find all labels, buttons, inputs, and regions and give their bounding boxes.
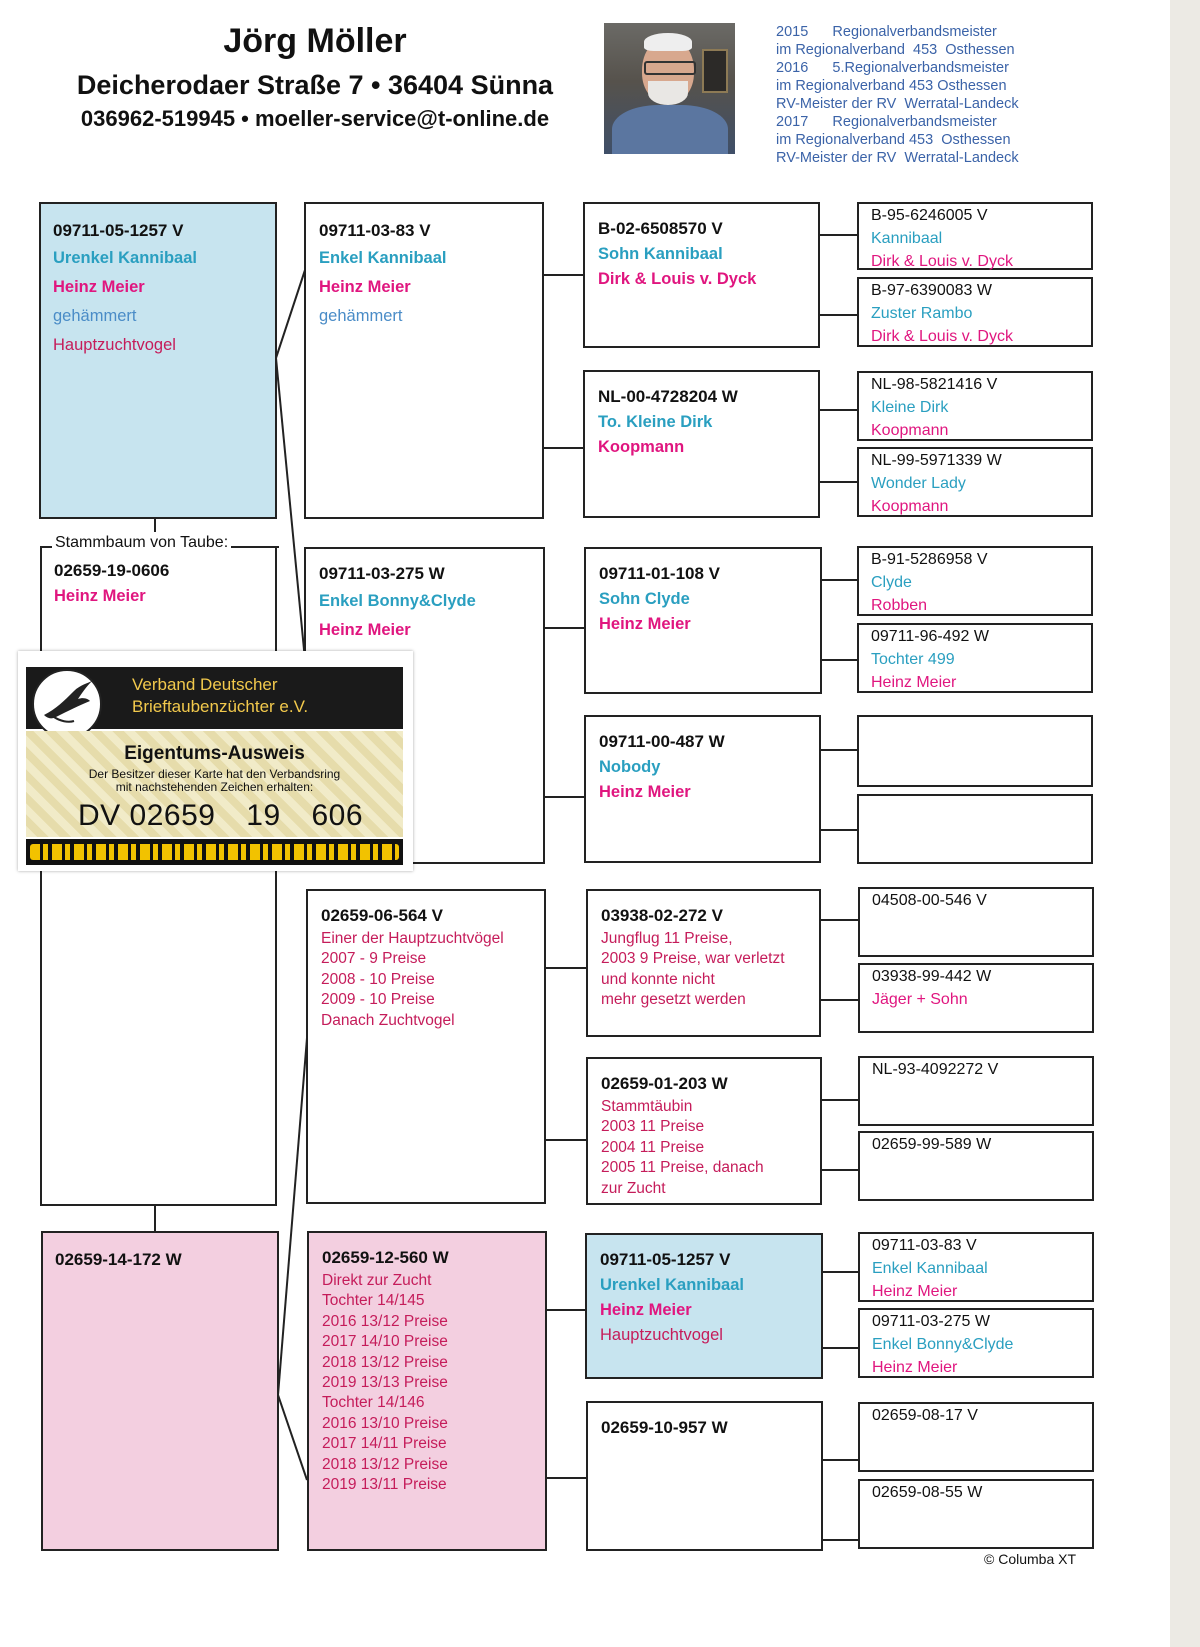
sire-breeder: Heinz Meier	[53, 278, 145, 296]
gen4-box-16[interactable]	[858, 1479, 1094, 1549]
award-line: im Regionalverband 453 Osthessen	[776, 42, 1015, 58]
gen4-box-14[interactable]	[858, 1308, 1094, 1378]
owner-name: Jörg Möller	[223, 22, 407, 60]
card-association-line: Verband Deutscher	[132, 675, 278, 694]
gen3-box-d[interactable]	[584, 715, 821, 863]
sire-box[interactable]	[39, 202, 277, 519]
gen3-b-ring: NL-00-4728204 W	[598, 387, 738, 406]
gen3-g-name: Urenkel Kannibaal	[600, 1276, 744, 1294]
gen3-box-e[interactable]	[586, 889, 821, 1037]
pedigree-label: Stammbaum von Taube:	[52, 534, 231, 552]
subject-box[interactable]	[40, 546, 277, 1206]
gen3-h-ring: 02659-10-957 W	[601, 1418, 728, 1437]
gen4-box-13[interactable]	[858, 1232, 1094, 1302]
dd-detail: Tochter 14/146	[322, 1394, 425, 1412]
gen4-12-ring: 02659-99-589 W	[872, 1136, 992, 1153]
gen3-e-detail: Jungflug 11 Preise,	[601, 930, 733, 947]
gen4-5-breeder: Robben	[871, 597, 928, 614]
ds-ring: 02659-06-564 V	[321, 906, 443, 925]
ss-ring: 09711-03-83 V	[319, 221, 431, 240]
gen3-g-breeder: Heinz Meier	[600, 1301, 692, 1319]
photo-beard	[648, 81, 688, 105]
gen3-f-detail: 2004 11 Preise	[601, 1138, 705, 1156]
dd-detail: 2016 13/12 Preise	[322, 1312, 448, 1330]
card-pattern	[30, 844, 399, 860]
card-association-line: Brieftaubenzüchter e.V.	[132, 697, 309, 716]
gen4-3-ring: NL-98-5821416 V	[871, 376, 998, 393]
ds-detail: Einer der Hauptzuchtvögel	[321, 930, 504, 947]
subject-ring: 02659-19-0606	[54, 561, 170, 580]
ss-note: gehämmert	[319, 307, 403, 325]
gen3-g-ring: 09711-05-1257 V	[600, 1250, 731, 1269]
ds-detail: 2009 - 10 Preise	[321, 991, 435, 1009]
gen3-box-b[interactable]	[583, 370, 820, 518]
gen4-box-2[interactable]	[857, 277, 1093, 347]
ds-detail: 2007 - 9 Preise	[321, 950, 427, 968]
gen3-c-breeder: Heinz Meier	[599, 615, 691, 633]
card-text-line: mit nachstehenden Zeichen erhalten:	[115, 780, 314, 794]
card-association	[132, 674, 308, 718]
gen3-d-breeder: Heinz Meier	[599, 783, 691, 801]
dd-detail: Tochter 14/145	[322, 1292, 425, 1310]
grandsire-ss-box[interactable]	[304, 202, 544, 519]
card-title: Eigentums-Ausweis	[124, 743, 305, 764]
ownership-card	[18, 651, 413, 871]
grandsire-ds-box[interactable]	[306, 889, 546, 1204]
sire-note: gehämmert	[53, 307, 137, 325]
owner-photo	[604, 23, 735, 154]
card-body	[26, 731, 403, 837]
awards-list	[776, 23, 1076, 167]
gen4-14-name: Enkel Bonny&Clyde	[872, 1336, 1014, 1353]
gen4-9-ring: 04508-00-546 V	[872, 892, 987, 909]
gen3-b-breeder: Koopmann	[598, 438, 685, 456]
gen3-f-detail: Stammtäubin	[601, 1098, 693, 1115]
ss-breeder: Heinz Meier	[319, 278, 411, 296]
photo-shirt	[612, 105, 728, 154]
gen3-box-h[interactable]	[586, 1401, 823, 1551]
gen3-a-name: Sohn Kannibaal	[598, 245, 723, 263]
dd-detail: 2016 13/10 Preise	[322, 1414, 448, 1432]
dam-box[interactable]	[41, 1231, 279, 1551]
gen4-3-name: Kleine Dirk	[871, 399, 949, 416]
gen4-box-15[interactable]	[858, 1402, 1094, 1472]
dd-detail: 2018 13/12 Preise	[322, 1353, 448, 1371]
gen3-e-ring: 03938-02-272 V	[601, 906, 723, 925]
dam-ring: 02659-14-172 W	[55, 1250, 182, 1269]
gen4-6-breeder: Heinz Meier	[871, 674, 957, 691]
copyright: © Columba XT	[984, 1551, 1077, 1567]
gen3-f-detail: 2005 11 Preise, danach	[601, 1159, 764, 1177]
gen4-10-ring: 03938-99-442 W	[872, 968, 992, 985]
gen4-box-9[interactable]	[858, 887, 1094, 957]
card-header	[26, 667, 403, 729]
owner-address: Deicherodaer Straße 7 • 36404 Sünna	[76, 70, 554, 100]
gen3-b-name: To. Kleine Dirk	[598, 413, 713, 431]
gen4-box-4[interactable]	[857, 447, 1093, 517]
gen4-2-breeder: Dirk & Louis v. Dyck	[871, 328, 1013, 345]
gen3-c-ring: 09711-01-108 V	[599, 564, 720, 583]
gen4-5-ring: B-91-5286958 V	[871, 551, 988, 568]
gen3-f-details	[601, 1097, 807, 1199]
sire-status: Hauptzuchtvogel	[53, 336, 176, 354]
gen4-1-name: Kannibaal	[871, 230, 943, 247]
pigeon-icon	[34, 671, 100, 737]
sd-name: Enkel Bonny&Clyde	[319, 592, 476, 610]
gen3-f-detail: zur Zucht	[601, 1179, 666, 1197]
gen4-11-ring: NL-93-4092272 V	[872, 1061, 999, 1078]
dd-detail: Direkt zur Zucht	[322, 1272, 432, 1289]
gen4-6-ring: 09711-96-492 W	[871, 628, 989, 645]
dd-ring: 02659-12-560 W	[322, 1248, 449, 1267]
gen4-box-6[interactable]	[857, 623, 1093, 693]
gen3-f-detail: 2003 11 Preise	[601, 1118, 705, 1136]
gen4-box-7[interactable]	[857, 715, 1093, 787]
sire-ring: 09711-05-1257 V	[53, 221, 184, 240]
gen4-4-ring: NL-99-5971339 W	[871, 452, 1002, 469]
photo-background-frame	[702, 49, 728, 93]
gen4-1-breeder: Dirk & Louis v. Dyck	[871, 253, 1013, 270]
gen4-1-ring: B-95-6246005 V	[871, 207, 988, 224]
gen4-3-breeder: Koopmann	[871, 422, 949, 439]
gen4-16-ring: 02659-08-55 W	[872, 1484, 983, 1501]
sd-breeder: Heinz Meier	[319, 621, 411, 639]
award-line: 2015 Regionalverbandsmeister	[776, 24, 997, 40]
award-line: im Regionalverband 453 Osthessen	[776, 132, 1011, 148]
ds-detail: Danach Zuchtvogel	[321, 1011, 455, 1029]
gen3-f-ring: 02659-01-203 W	[601, 1074, 728, 1093]
dd-detail: 2017 14/10 Preise	[322, 1333, 448, 1351]
ds-detail: 2008 - 10 Preise	[321, 970, 435, 988]
award-line: 2017 Regionalverbandsmeister	[776, 114, 997, 130]
gen3-d-ring: 09711-00-487 W	[599, 732, 725, 751]
gen3-box-a[interactable]	[583, 202, 820, 348]
gen3-g-note: Hauptzuchtvogel	[600, 1326, 723, 1344]
ds-details	[321, 929, 531, 1031]
award-line: im Regionalverband 453 Osthessen	[776, 78, 1007, 94]
card-ring-serial: 606	[311, 799, 364, 832]
dd-detail: 2018 13/12 Preise	[322, 1455, 448, 1473]
gen3-d-name: Nobody	[599, 758, 661, 776]
gen4-box-10[interactable]	[858, 963, 1094, 1033]
award-line: 2016 5.Regionalverbandsmeister	[776, 60, 1009, 76]
gen4-box-1[interactable]	[857, 202, 1093, 270]
gen4-2-ring: B-97-6390083 W	[871, 282, 992, 299]
gen4-box-12[interactable]	[858, 1131, 1094, 1201]
gen3-c-name: Sohn Clyde	[599, 590, 690, 608]
card-pattern-band	[26, 839, 403, 865]
gen4-14-breeder: Heinz Meier	[872, 1359, 958, 1376]
sd-ring: 09711-03-275 W	[319, 564, 445, 583]
photo-hair	[644, 33, 692, 51]
subject-breeder: Heinz Meier	[54, 587, 146, 605]
card-ring-year: 19	[246, 799, 281, 832]
award-line: RV-Meister der RV Werratal-Landeck	[776, 150, 1019, 166]
gen4-14-ring: 09711-03-275 W	[872, 1313, 990, 1330]
gen3-box-c[interactable]	[584, 547, 822, 694]
pigeon-logo-icon	[32, 669, 102, 739]
gen4-4-breeder: Koopmann	[871, 498, 949, 515]
dd-detail: 2019 13/11 Preise	[322, 1476, 447, 1494]
dd-detail: 2017 14/11 Preise	[322, 1435, 447, 1453]
owner-contact: 036962-519945 • moeller-service@t-online.de	[80, 106, 550, 131]
award-line: RV-Meister der RV Werratal-Landeck	[776, 96, 1019, 112]
gen4-6-name: Tochter 499	[871, 651, 955, 668]
gen3-e-detail: und konnte nicht	[601, 970, 715, 988]
ss-name: Enkel Kannibaal	[319, 249, 447, 267]
card-text	[26, 768, 403, 794]
card-text-line: Der Besitzer dieser Karte hat den Verbandsring	[88, 767, 341, 781]
gen4-box-5[interactable]	[857, 546, 1093, 616]
gen3-a-ring: B-02-6508570 V	[598, 219, 723, 238]
gen4-10-breeder: Jäger + Sohn	[872, 991, 968, 1008]
gen4-box-8[interactable]	[857, 794, 1093, 864]
dd-detail: 2019 13/13 Preise	[322, 1374, 448, 1392]
gen3-e-detail: 2003 9 Preise, war verletzt	[601, 950, 785, 968]
card-ring-prefix: DV 02659	[78, 799, 216, 832]
gen3-a-breeder: Dirk & Louis v. Dyck	[598, 270, 757, 288]
gen4-box-3[interactable]	[857, 371, 1093, 441]
gen4-13-name: Enkel Kannibaal	[872, 1260, 988, 1277]
gen3-e-detail: mehr gesetzt werden	[601, 991, 746, 1009]
gen4-box-11[interactable]	[858, 1056, 1094, 1126]
gen3-box-g[interactable]	[585, 1233, 823, 1379]
gen4-4-name: Wonder Lady	[871, 475, 966, 492]
gen4-13-breeder: Heinz Meier	[872, 1283, 958, 1300]
gen4-13-ring: 09711-03-83 V	[872, 1237, 977, 1254]
granddam-dd-box[interactable]	[307, 1231, 547, 1551]
gen3-e-details	[601, 929, 806, 1011]
scan-edge	[1170, 0, 1200, 1647]
sire-name: Urenkel Kannibaal	[53, 249, 197, 267]
gen4-15-ring: 02659-08-17 V	[872, 1407, 978, 1424]
dd-details	[322, 1271, 532, 1495]
gen3-box-f[interactable]	[586, 1057, 822, 1205]
gen4-5-name: Clyde	[871, 574, 912, 591]
gen4-2-name: Zuster Rambo	[871, 305, 973, 322]
photo-glasses	[644, 61, 696, 75]
card-ring-number	[78, 799, 385, 833]
